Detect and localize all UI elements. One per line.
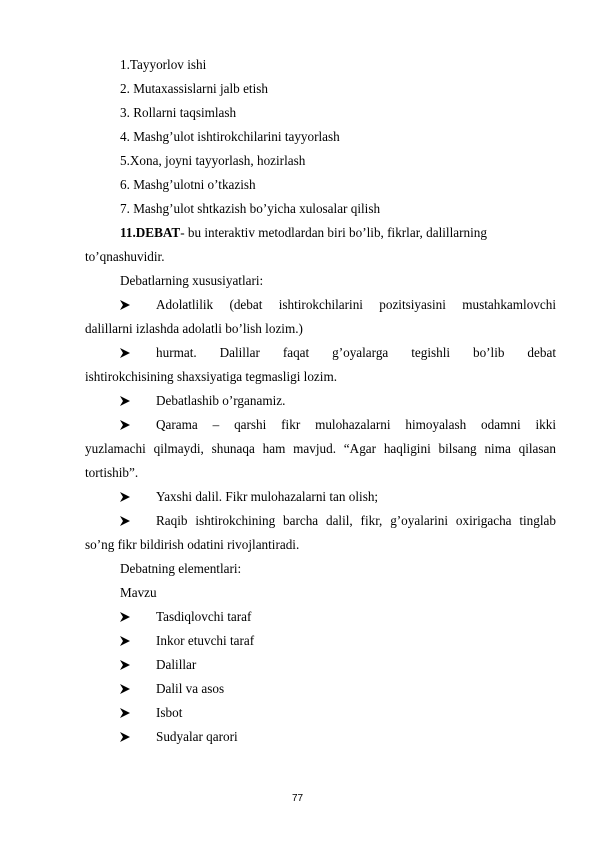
arrow-bullet-icon (120, 513, 134, 529)
element-item: Inkor etuvchi taraf (156, 633, 255, 648)
features-heading: Debatlarning xususiyatlari: (120, 273, 264, 288)
step-1: 1.Tayyorlov ishi (120, 57, 207, 72)
feature-4-line-2: yuzlamachi qilmaydi, shunaqa ham mavjud. “Agar haqligini bilsang nima qilasan (85, 441, 556, 456)
step-5: 5.Xona, joyni tayyorlash, hozirlash (120, 153, 306, 168)
element-item: Isbot (156, 705, 183, 720)
element-item: Tasdiqlovchi taraf (156, 609, 252, 624)
step-3: 3. Rollarni taqsimlash (120, 105, 237, 120)
topic-label: Mavzu (120, 585, 157, 600)
step-2: 2. Mutaxassislarni jalb etish (120, 81, 268, 96)
feature-4-line-1: Qarama – qarshi fikr mulohazalarni himoyalash odamni ikki (156, 417, 556, 432)
feature-6-line-2: so’ng fikr bildirish odatini rivojlantiradi. (85, 537, 300, 552)
element-item: Dalil va asos (156, 681, 225, 696)
feature-1-line-1: Adolatlilik (debat ishtirokchilarini pozitsiyasini mustahkamlovchi (156, 297, 556, 312)
arrow-bullet-icon (120, 417, 134, 433)
step-7: 7. Mashg’ulot shtkazish bo’yicha xulosalar qilish (120, 201, 381, 216)
arrow-bullet-icon (120, 633, 134, 649)
debat-definition-cont: to’qnashuvidir. (85, 249, 165, 264)
feature-2-line-2: ishtirokchisining shaxsiyatiga tegmasligi lozim. (85, 369, 337, 384)
debat-definition-text: - bu interaktiv metodlardan biri bo’lib, fikrlar, dalillarning (180, 225, 487, 240)
feature-4-line-3: tortishib”. (85, 465, 139, 480)
element-item: Sudyalar qarori (156, 729, 238, 744)
feature-3-line-1: Debatlashib o’rganamiz. (156, 393, 286, 408)
elements-heading: Debatning elementlari: (120, 561, 242, 576)
feature-6-line-1: Raqib ishtirokchining barcha dalil, fikr, g’oyalarini oxirigacha tinglab (156, 513, 556, 528)
feature-1-line-2: dalillarni izlashda adolatli bo’lish lozim.) (85, 321, 303, 336)
feature-2-line-1: hurmat. Dalillar faqat g’oyalarga tegishli bo’lib debat (156, 345, 556, 360)
arrow-bullet-icon (120, 609, 134, 625)
arrow-bullet-icon (120, 729, 134, 745)
arrow-bullet-icon (120, 393, 134, 409)
debat-title: 11.DEBAT (120, 225, 181, 240)
arrow-bullet-icon (120, 681, 134, 697)
element-item: Dalillar (156, 657, 197, 672)
arrow-bullet-icon (120, 297, 134, 313)
feature-5-line-1: Yaxshi dalil. Fikr mulohazalarni tan olish; (156, 489, 379, 504)
arrow-bullet-icon (120, 345, 134, 361)
step-4: 4. Mashg’ulot ishtirokchilarini tayyorlash (120, 129, 340, 144)
page-number: 77 (291, 793, 304, 804)
arrow-bullet-icon (120, 489, 134, 505)
step-6: 6. Mashg’ulotni o’tkazish (120, 177, 256, 192)
arrow-bullet-icon (120, 705, 134, 721)
debat-definition (120, 225, 487, 241)
arrow-bullet-icon (120, 657, 134, 673)
